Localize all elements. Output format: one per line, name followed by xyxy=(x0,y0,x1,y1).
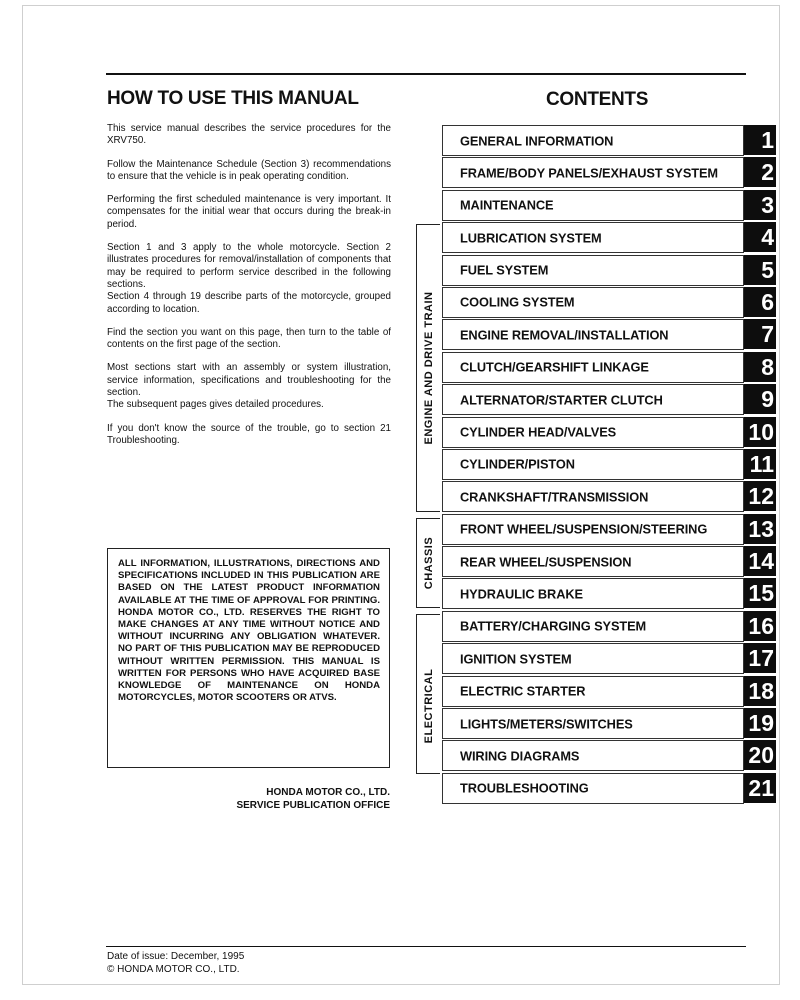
sections-paragraph: Section 1 and 3 apply to the whole motorcycle. Section 2 illustrates procedures for removal/installation of components that may be required to perform service described in the following sections. xyxy=(107,242,391,290)
section-label: TROUBLESHOOTING xyxy=(460,780,589,796)
contents-list xyxy=(442,124,780,804)
section-tab[interactable]: 6 xyxy=(744,287,776,317)
section-entry-maintenance[interactable] xyxy=(442,190,744,221)
section-tab[interactable]: 8 xyxy=(744,352,776,382)
publisher xyxy=(200,786,390,812)
section-label: CLUTCH/GEARSHIFT LINKAGE xyxy=(460,359,649,375)
section-entry-electric-starter[interactable] xyxy=(442,676,744,707)
contents-row[interactable] xyxy=(442,189,780,221)
section-tab[interactable]: 15 xyxy=(744,578,776,608)
section-tab[interactable]: 4 xyxy=(744,222,776,252)
find-section-paragraph: Find the section you want on this page, then turn to the table of contents on the first page of the section. xyxy=(107,326,391,351)
chassis-group-label: CHASSIS xyxy=(423,536,435,590)
section-entry-battery[interactable] xyxy=(442,611,744,642)
break-in-paragraph: Performing the first scheduled maintenance is very important. It compensates for the initial wear that occurs during the break-in period. xyxy=(107,194,391,230)
publisher-name: HONDA MOTOR CO., LTD. xyxy=(266,787,390,798)
subsequent-pages-paragraph: The subsequent pages gives detailed procedures. xyxy=(107,399,324,411)
section-tab[interactable]: 3 xyxy=(744,190,776,220)
copyright: © HONDA MOTOR CO., LTD. xyxy=(107,964,240,975)
section-entry-troubleshooting[interactable] xyxy=(442,773,744,804)
troubleshooting-paragraph: If you don't know the source of the trouble, go to section 21 Troubleshooting. xyxy=(107,422,391,446)
contents-row[interactable] xyxy=(442,351,780,383)
section-entry-ignition[interactable] xyxy=(442,643,744,674)
how-to-text xyxy=(107,123,391,458)
section-tab[interactable]: 2 xyxy=(744,157,776,187)
section-structure-paragraph: Most sections start with an assembly or system illustration, service information, specifications and troubleshooting for the section. xyxy=(107,362,391,399)
section-label: FRONT WHEEL/SUSPENSION/STEERING xyxy=(460,521,708,537)
maintenance-paragraph: Follow the Maintenance Schedule (Section 3) recommendations to ensure that the vehicle is in peak operating condition. xyxy=(107,158,391,182)
contents-row[interactable] xyxy=(442,707,780,739)
section-tab[interactable]: 19 xyxy=(744,708,776,738)
section-entry-cylinder-piston[interactable] xyxy=(442,449,744,480)
section-label: ELECTRIC STARTER xyxy=(460,683,586,699)
section-entry-lubrication[interactable] xyxy=(442,222,744,253)
contents-row[interactable] xyxy=(442,772,780,804)
contents-row[interactable] xyxy=(442,675,780,707)
section-entry-rear-wheel[interactable] xyxy=(442,546,744,577)
contents-row[interactable] xyxy=(442,513,780,545)
section-label: HYDRAULIC BRAKE xyxy=(460,586,583,602)
contents-row[interactable] xyxy=(442,383,780,415)
section-entry-hydraulic-brake[interactable] xyxy=(442,578,744,609)
footer xyxy=(107,950,244,976)
section-tab[interactable]: 21 xyxy=(744,773,776,803)
section-tab[interactable]: 11 xyxy=(744,449,776,479)
contents-row[interactable] xyxy=(442,156,780,188)
contents-title: CONTENTS xyxy=(546,89,649,110)
contents-row[interactable] xyxy=(442,124,780,156)
section-label: WIRING DIAGRAMS xyxy=(460,748,580,764)
issue-date: Date of issue: December, 1995 xyxy=(107,951,245,962)
contents-row[interactable] xyxy=(442,318,780,350)
section-tab[interactable]: 18 xyxy=(744,676,776,706)
section-label: CYLINDER HEAD/VALVES xyxy=(460,424,617,440)
engine-group-label: ENGINE AND DRIVE TRAIN xyxy=(423,291,435,445)
section-label: FUEL SYSTEM xyxy=(460,262,549,278)
bottom-rule xyxy=(106,946,746,947)
section-entry-wiring-diagrams[interactable] xyxy=(442,740,744,771)
section-tab[interactable]: 9 xyxy=(744,384,776,414)
contents-row[interactable] xyxy=(442,286,780,318)
contents-row[interactable] xyxy=(442,254,780,286)
section-label: FRAME/BODY PANELS/EXHAUST SYSTEM xyxy=(460,165,718,181)
section-tab[interactable]: 12 xyxy=(744,481,776,511)
section-tab[interactable]: 5 xyxy=(744,255,776,285)
section-label: LIGHTS/METERS/SWITCHES xyxy=(460,716,633,732)
section-tab[interactable]: 7 xyxy=(744,319,776,349)
section-entry-cylinder-head[interactable] xyxy=(442,417,744,448)
contents-row[interactable] xyxy=(442,448,780,480)
section-entry-engine-removal[interactable] xyxy=(442,319,744,350)
section-entry-frame-body-panels[interactable] xyxy=(442,157,744,188)
contents-row[interactable] xyxy=(442,577,780,609)
section-entry-fuel-system[interactable] xyxy=(442,255,744,286)
section-label: CRANKSHAFT/TRANSMISSION xyxy=(460,489,649,505)
section-entry-clutch[interactable] xyxy=(442,352,744,383)
publisher-office: SERVICE PUBLICATION OFFICE xyxy=(236,800,390,811)
section-tab[interactable]: 1 xyxy=(744,125,776,155)
section-tab[interactable]: 16 xyxy=(744,611,776,641)
section-tab[interactable]: 14 xyxy=(744,546,776,576)
section-label: COOLING SYSTEM xyxy=(460,294,575,310)
section-tab[interactable]: 17 xyxy=(744,643,776,673)
section-label: GENERAL INFORMATION xyxy=(460,133,614,148)
section-entry-cooling-system[interactable] xyxy=(442,287,744,318)
contents-row[interactable] xyxy=(442,416,780,448)
section-tab[interactable]: 10 xyxy=(744,417,776,447)
section-label: BATTERY/CHARGING SYSTEM xyxy=(460,618,647,634)
intro-paragraph: This service manual describes the service procedures for the XRV750. xyxy=(107,123,391,147)
how-to-title: HOW TO USE THIS MANUAL xyxy=(107,88,359,109)
contents-row[interactable] xyxy=(442,545,780,577)
section-label: ALTERNATOR/STARTER CLUTCH xyxy=(460,392,663,408)
contents-row[interactable] xyxy=(442,642,780,674)
section-label: IGNITION SYSTEM xyxy=(460,651,572,667)
section-tab[interactable]: 20 xyxy=(744,740,776,770)
section-entry-general-information[interactable] xyxy=(442,125,744,156)
section-entry-front-wheel[interactable] xyxy=(442,514,744,545)
section-label: ENGINE REMOVAL/INSTALLATION xyxy=(460,327,669,343)
contents-row[interactable] xyxy=(442,480,780,512)
section-label: MAINTENANCE xyxy=(460,197,554,213)
section-label: REAR WHEEL/SUSPENSION xyxy=(460,554,632,570)
contents-row[interactable] xyxy=(442,739,780,771)
location-paragraph: Section 4 through 19 describe parts of the motorcycle, grouped according to location. xyxy=(107,291,391,315)
section-entry-crankshaft[interactable] xyxy=(442,481,744,512)
contents-row[interactable] xyxy=(442,610,780,642)
section-label: CYLINDER/PISTON xyxy=(460,456,575,472)
top-rule xyxy=(106,73,746,75)
section-label: LUBRICATION SYSTEM xyxy=(460,230,602,246)
section-entry-alternator[interactable] xyxy=(442,384,744,415)
section-entry-lights-meters[interactable] xyxy=(442,708,744,739)
electrical-group-label: ELECTRICAL xyxy=(423,668,435,744)
disclaimer-notice: ALL INFORMATION, ILLUSTRATIONS, DIRECTIONS AND SPECIFICATIONS INCLUDED IN THIS PUBLICATION ARE BASED ON THE LATEST PRODUCT INFORMATION AVAILABLE AT THE TIME OF APPROVAL FOR PRINTING. HONDA MOTOR CO., LTD. RESERVES THE RIGHT TO MAKE CHANGES AT ANY TIME WITHOUT NOTICE AND WITHOUT INCURRING ANY OBLIGATION WHATEVER. NO PART OF THIS PUBLICATION MAY BE REPRODUCED WITHOUT WRITTEN PERMISSION. THIS MANUAL IS WRITTEN FOR PERSONS WHO HAVE ACQUIRED BASE KNOWLEDGE OF MAINTENANCE ON HONDA MOTORCYCLES, MOTOR SCOOTERS OR ATVS. xyxy=(107,548,390,768)
contents-row[interactable] xyxy=(442,221,780,253)
section-tab[interactable]: 13 xyxy=(744,514,776,544)
